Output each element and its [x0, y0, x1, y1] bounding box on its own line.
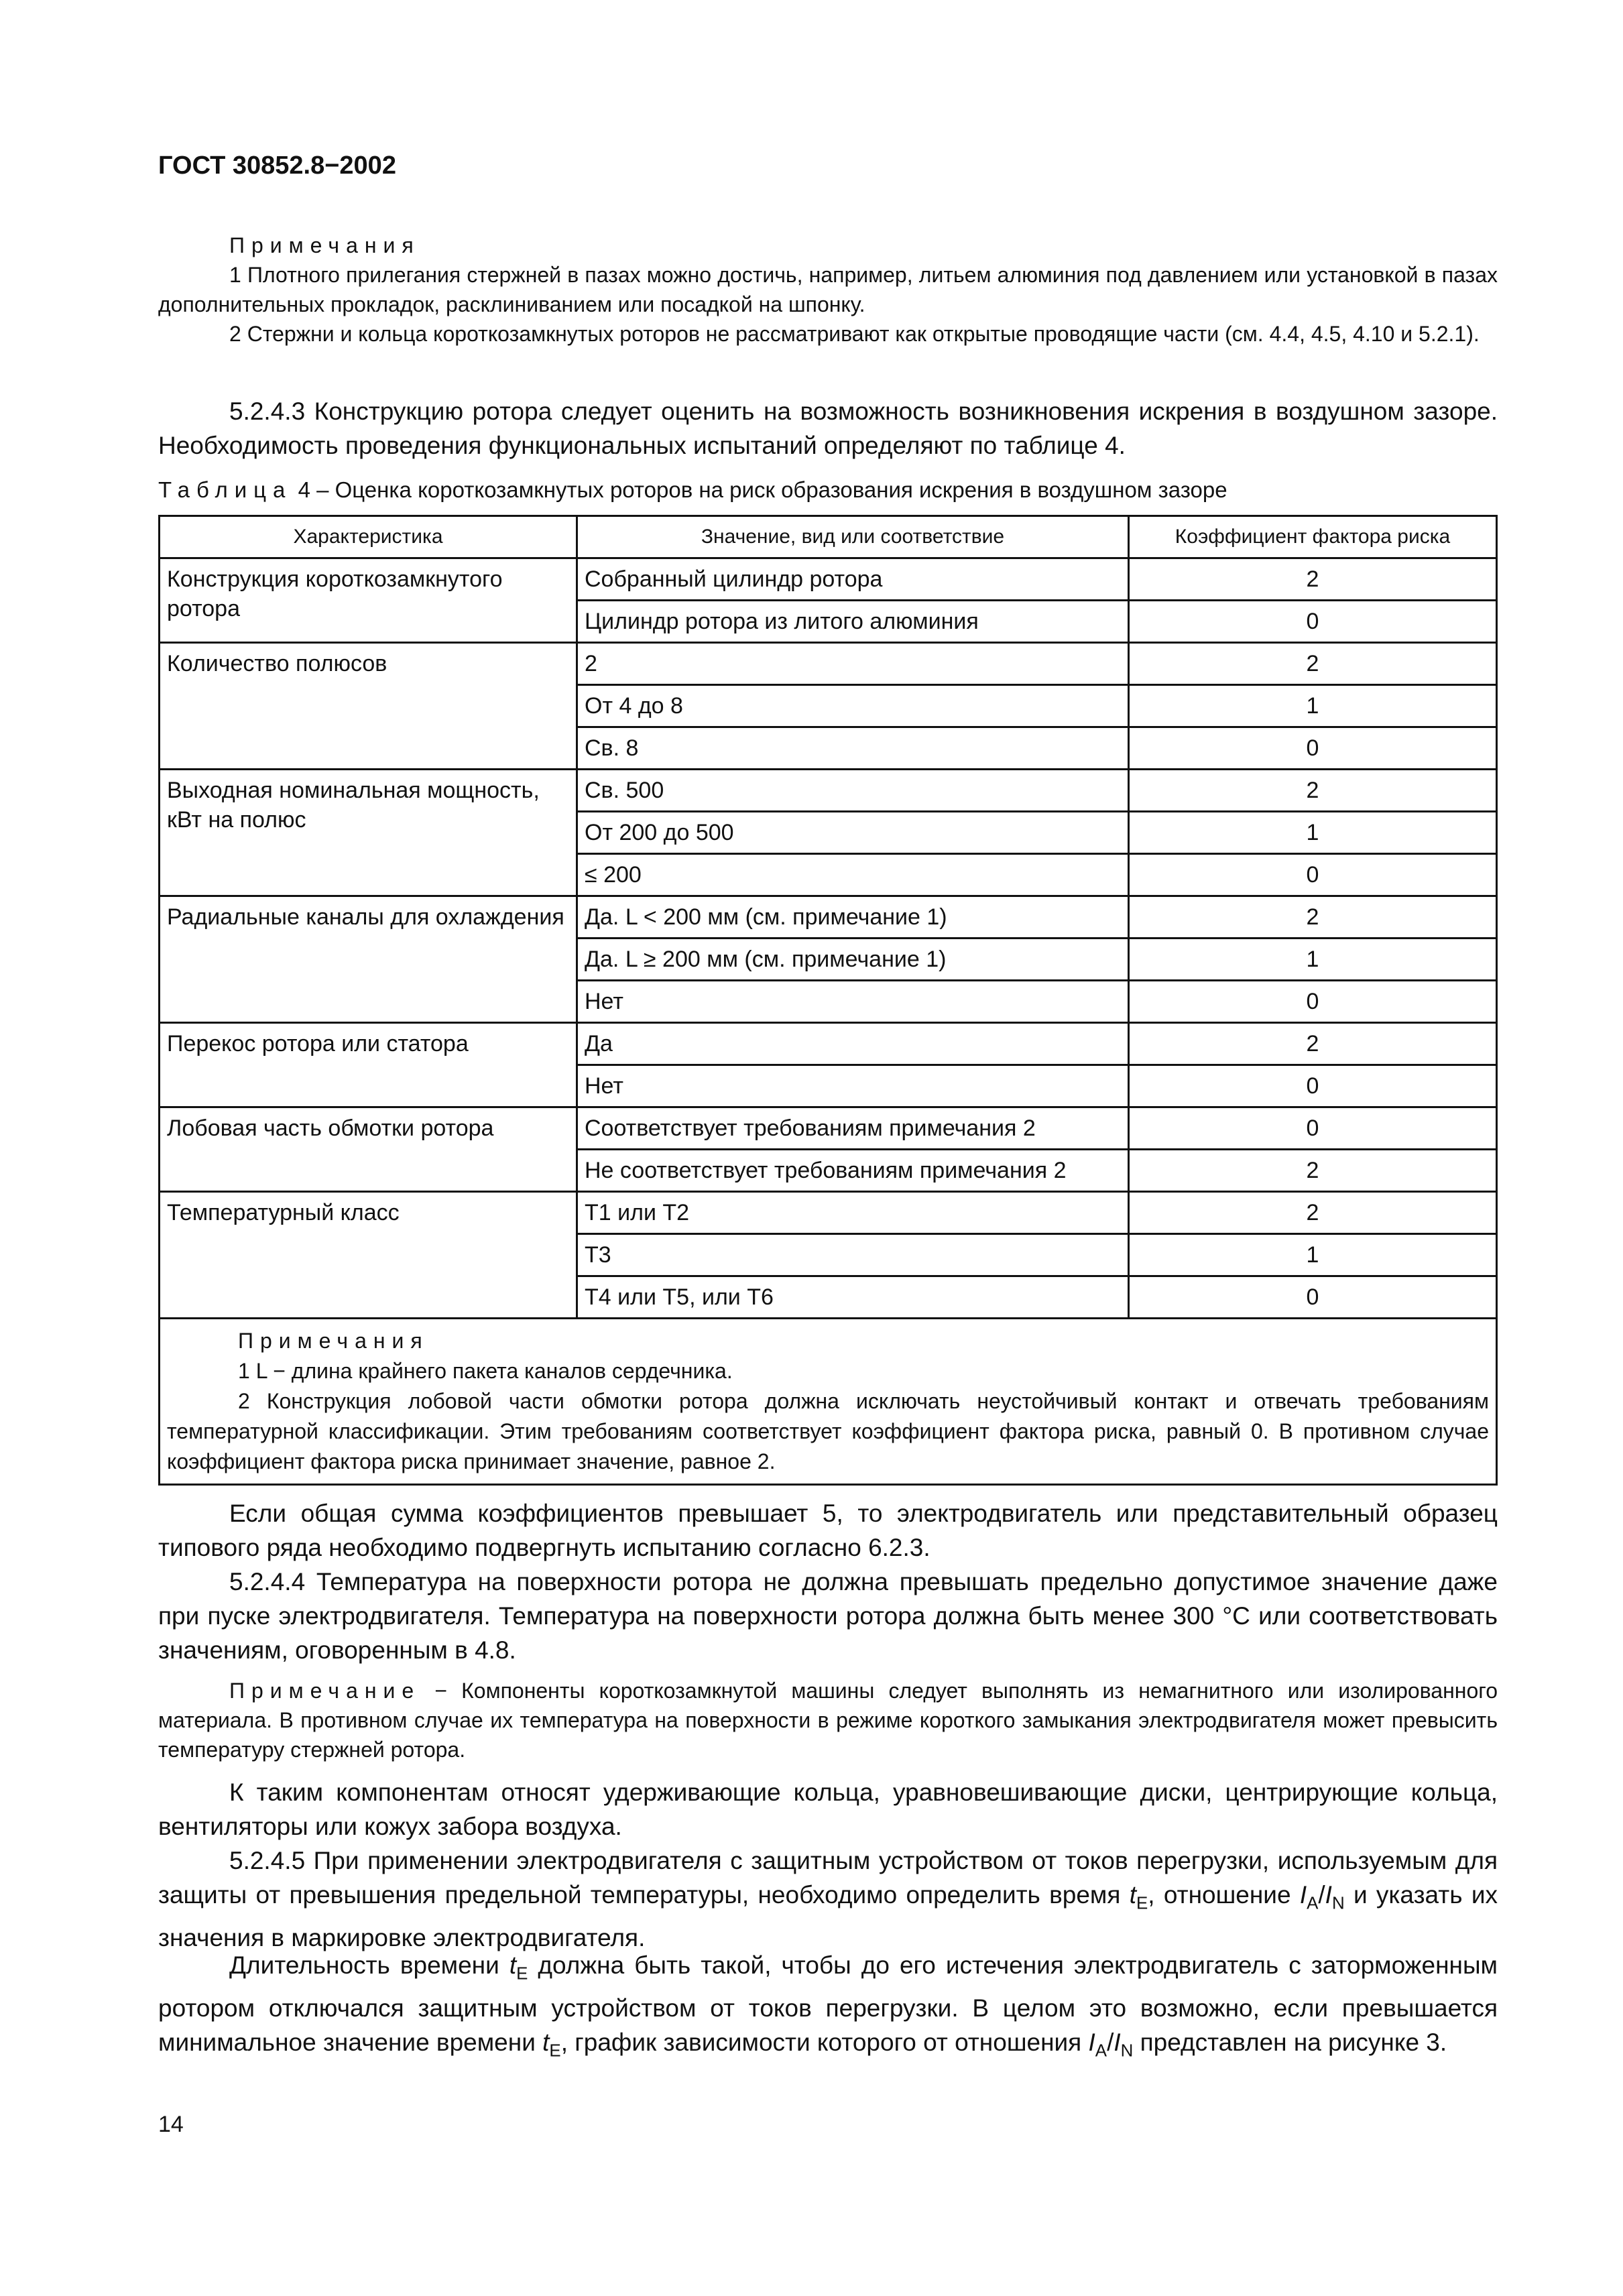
coef-cell: 2 [1129, 1192, 1497, 1234]
coef-cell: 1 [1129, 1234, 1497, 1276]
note-item: 1 Плотного прилегания стержней в пазах можно достичь, например, литьем алюминия под давлением или установкой в пазах дополнительных прокладок, расклиниванием или посадкой на шпонку. [158, 263, 1498, 316]
table-header: Коэффициент фактора риска [1129, 516, 1497, 558]
characteristic-cell: Выходная номинальная мощность, кВт на полюс [160, 770, 577, 896]
paragraph-5-2-4-5: 5.2.4.5 При применении электродвигателя с защитным устройством от токов перегрузки, используемым для защиты от превышения предельной температуры, необходимо определить время $t_E$, отношение $I_A/I_N$ и указать их значения в маркировке электродвигателя. [158, 1847, 1498, 1952]
coef-cell: 2 [1129, 558, 1497, 601]
value-cell: Т3 [577, 1234, 1129, 1276]
notes-title: Примечания [229, 233, 420, 257]
coef-cell: 2 [1129, 770, 1497, 812]
value-cell: ≤ 200 [577, 854, 1129, 896]
coef-cell: 0 [1129, 1276, 1497, 1319]
table-header: Характеристика [160, 516, 577, 558]
coef-cell: 0 [1129, 1107, 1497, 1150]
value-cell: Св. 8 [577, 727, 1129, 770]
coef-cell: 0 [1129, 981, 1497, 1023]
note-item: 2 Стержни и кольца короткозамкнутых роторов не рассматривают как открытые проводящие части (см. 4.4, 4.5, 4.10 и 5.2.1). [229, 322, 1480, 346]
value-cell: Нет [577, 1065, 1129, 1107]
table-row [160, 1023, 1497, 1065]
table-row [160, 1107, 1497, 1150]
coef-cell: 0 [1129, 854, 1497, 896]
table-row [160, 1192, 1497, 1234]
paragraph-5-2-4-4: 5.2.4.4 Температура на поверхности ротора не должна превышать предельно допустимое значение даже при пуске электродвигателя. Температура на поверхности ротора должна быть менее 300 °C или соответствовать значениям, оговоренным в 4.8. [158, 1568, 1498, 1664]
note-mid: Примечание − Компоненты короткозамкнутой машины следует выполнять из немагнитного или изолированного материала. В противном случае их температура на поверхности в режиме короткого замыкания электродвигателя может превысить температуру стержней ротора. [158, 1679, 1498, 1762]
table-note-1: 1 L − длина крайнего пакета каналов сердечника. [238, 1359, 733, 1383]
risk-table [158, 515, 1498, 1486]
table-header: Значение, вид или соответствие [577, 516, 1129, 558]
coef-cell: 1 [1129, 939, 1497, 981]
table-notes [160, 1319, 1497, 1485]
coef-cell: 2 [1129, 896, 1497, 939]
table-row [160, 643, 1497, 685]
characteristic-cell: Количество полюсов [160, 643, 577, 770]
value-cell: Да [577, 1023, 1129, 1065]
table-row [160, 896, 1497, 939]
table-row [160, 558, 1497, 601]
value-cell: Т4 или Т5, или Т6 [577, 1276, 1129, 1319]
paragraph-components: К таким компонентам относят удерживающие кольца, уравновешивающие диски, центрирующие кольца, вентиляторы или кожух забора воздуха. [158, 1778, 1498, 1840]
value-cell: От 4 до 8 [577, 685, 1129, 727]
table-notes-title: Примечания [238, 1329, 429, 1353]
coef-cell: 0 [1129, 601, 1497, 643]
characteristic-cell: Радиальные каналы для охлаждения [160, 896, 577, 1023]
paragraph-5-2-4-3: 5.2.4.3 Конструкцию ротора следует оценить на возможность возникновения искрения в воздушном зазоре. Необходимость проведения функциональных испытаний определяют по таблице 4. [158, 398, 1498, 459]
table-notes-row [160, 1319, 1497, 1485]
value-cell: Да. L ≥ 200 мм (см. примечание 1) [577, 939, 1129, 981]
coef-cell: 0 [1129, 727, 1497, 770]
value-cell: Нет [577, 981, 1129, 1023]
value-cell: 2 [577, 643, 1129, 685]
value-cell: Не соответствует требованиям примечания 2 [577, 1150, 1129, 1192]
value-cell: Собранный цилиндр ротора [577, 558, 1129, 601]
table-note-2: 2 Конструкция лобовой части обмотки ротора должна исключать неустойчивый контакт и отвечать требованиям температурной классификации. Этим требованиям соответствует коэффициент фактора риска, равный 0. В противном случае коэффициент фактора риска принимает значение, равное 2. [167, 1389, 1489, 1473]
paragraph-sum: Если общая сумма коэффициентов превышает 5, то электродвигатель или представительный образец типового ряда необходимо подвергнуть испытанию согласно 6.2.3. [158, 1500, 1498, 1561]
value-cell: От 200 до 500 [577, 812, 1129, 854]
value-cell: Соответствует требованиям примечания 2 [577, 1107, 1129, 1150]
characteristic-cell: Конструкция короткозамкнутого ротора [160, 558, 577, 643]
document-header: ГОСТ 30852.8−2002 [158, 152, 396, 180]
characteristic-cell: Лобовая часть обмотки ротора [160, 1107, 577, 1192]
value-cell: Св. 500 [577, 770, 1129, 812]
page-number: 14 [158, 2112, 184, 2137]
value-cell: Цилиндр ротора из литого алюминия [577, 601, 1129, 643]
value-cell: Да. L < 200 мм (см. примечание 1) [577, 896, 1129, 939]
table-caption: Таблица 4 – Оценка короткозамкнутых роторов на риск образования искрения в воздушном зазоре [158, 477, 1227, 502]
characteristic-cell: Перекос ротора или статора [160, 1023, 577, 1107]
coef-cell: 2 [1129, 1023, 1497, 1065]
coef-cell: 2 [1129, 1150, 1497, 1192]
notes-top [158, 231, 1498, 349]
coef-cell: 1 [1129, 812, 1497, 854]
coef-cell: 2 [1129, 643, 1497, 685]
value-cell: Т1 или Т2 [577, 1192, 1129, 1234]
characteristic-cell: Температурный класс [160, 1192, 577, 1319]
paragraph-duration: Длительность времени $t_E$ должна быть такой, чтобы до его истечения электродвигатель с заторможенным ротором отключался защитным устройством от токов перегрузки. В целом это возможно, если превышается минимальное значение времени $t_E$, график зависимости которого от отношения $I_A/I_N$ представлен на рисунке 3. [158, 1951, 1498, 2061]
table-row [160, 770, 1497, 812]
coef-cell: 1 [1129, 685, 1497, 727]
coef-cell: 0 [1129, 1065, 1497, 1107]
